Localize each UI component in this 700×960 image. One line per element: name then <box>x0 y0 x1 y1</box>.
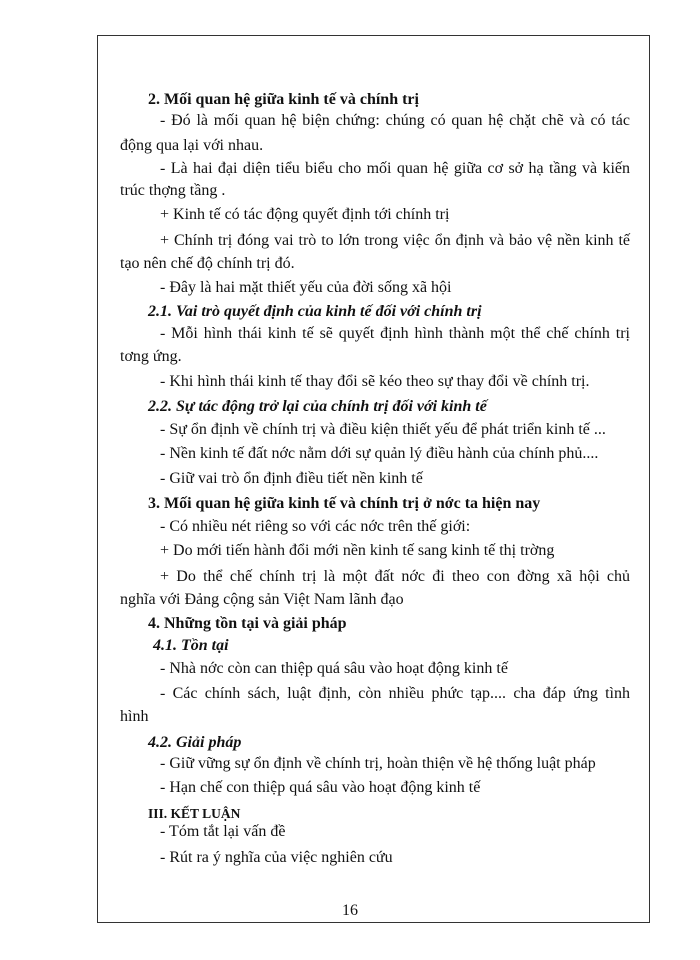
paragraph-line: + Do mới tiến hành đổi mới nền kinh tế sang kinh tế thị trờng <box>160 542 555 559</box>
paragraph-line: - Sự ổn định về chính trị và điều kiện thiết yếu để phát triển kinh tế ... <box>160 421 606 438</box>
paragraph-line: - Nhà nớc còn can thiệp quá sâu vào hoạt động kinh tế <box>160 660 508 677</box>
paragraph-line: - Các chính sách, luật định, còn nhiều phức tạp.... cha đáp ứng tình <box>160 685 630 702</box>
paragraph-line: - Là hai đại diện tiểu biểu cho mối quan hệ giữa cơ sở hạ tầng và kiến <box>160 160 630 177</box>
paragraph-line: - Nền kinh tế đất nớc nằm dới sự quản lý điều hành của chính phủ.... <box>160 445 599 462</box>
paragraph-line: - Giữ vững sự ổn định về chính trị, hoàn thiện về hệ thống luật pháp <box>160 755 596 772</box>
paragraph-line: - Rút ra ý nghĩa của việc nghiên cứu <box>160 849 393 866</box>
heading-section-3: 3. Mối quan hệ giữa kinh tế và chính trị ở nớc ta hiện nay <box>148 495 541 512</box>
paragraph-line: hình <box>120 708 149 725</box>
paragraph-line: - Hạn chế con thiệp quá sâu vào hoạt động kinh tế <box>160 779 481 796</box>
heading-section-2-2: 2.2. Sự tác động trở lại của chính trị đối với kinh tế <box>148 398 487 415</box>
page-number: 16 <box>342 902 358 919</box>
heading-section-iii: III. KẾT LUẬN <box>148 806 241 821</box>
paragraph-line: - Đó là mối quan hệ biện chứng: chúng có quan hệ chặt chẽ và có tác <box>160 112 630 129</box>
heading-section-2-1: 2.1. Vai trò quyết định của kinh tế đối với chính trị <box>148 303 482 320</box>
paragraph-line: - Có nhiều nét riêng so với các nớc trên thế giới: <box>160 518 471 535</box>
paragraph-line: tơng ứng. <box>120 348 182 365</box>
paragraph-line: - Đây là hai mặt thiết yếu của đời sống xã hội <box>160 279 452 296</box>
heading-section-4-1: 4.1. Tồn tại <box>153 637 229 654</box>
paragraph-line: - Giữ vai trò ổn định điều tiết nền kinh tế <box>160 470 423 487</box>
paragraph-line: - Tóm tắt lại vấn đề <box>160 823 286 840</box>
paragraph-line: + Chính trị đóng vai trò to lớn trong việc ổn định và bảo vệ nền kinh tế <box>160 232 630 249</box>
paragraph-line: trúc thợng tầng . <box>120 182 226 199</box>
heading-section-4: 4. Những tồn tại và giải pháp <box>148 615 347 632</box>
paragraph-line: - Mỗi hình thái kinh tế sẽ quyết định hình thành một thể chế chính trị <box>160 325 630 342</box>
heading-section-4-2: 4.2. Giải pháp <box>148 734 242 751</box>
paragraph-line: động qua lại với nhau. <box>120 137 264 154</box>
paragraph-line: - Khi hình thái kinh tế thay đổi sẽ kéo theo sự thay đổi về chính trị. <box>160 373 590 390</box>
heading-section-2: 2. Mối quan hệ giữa kinh tế và chính trị <box>148 91 419 108</box>
paragraph-line: + Do thể chế chính trị là một đất nớc đi theo con đờng xã hội chủ <box>160 568 630 585</box>
paragraph-line: nghĩa với Đảng cộng sản Việt Nam lãnh đạo <box>120 591 404 608</box>
paragraph-line: tạo nên chế độ chính trị đó. <box>120 255 295 272</box>
paragraph-line: + Kinh tế có tác động quyết định tới chính trị <box>160 206 450 223</box>
